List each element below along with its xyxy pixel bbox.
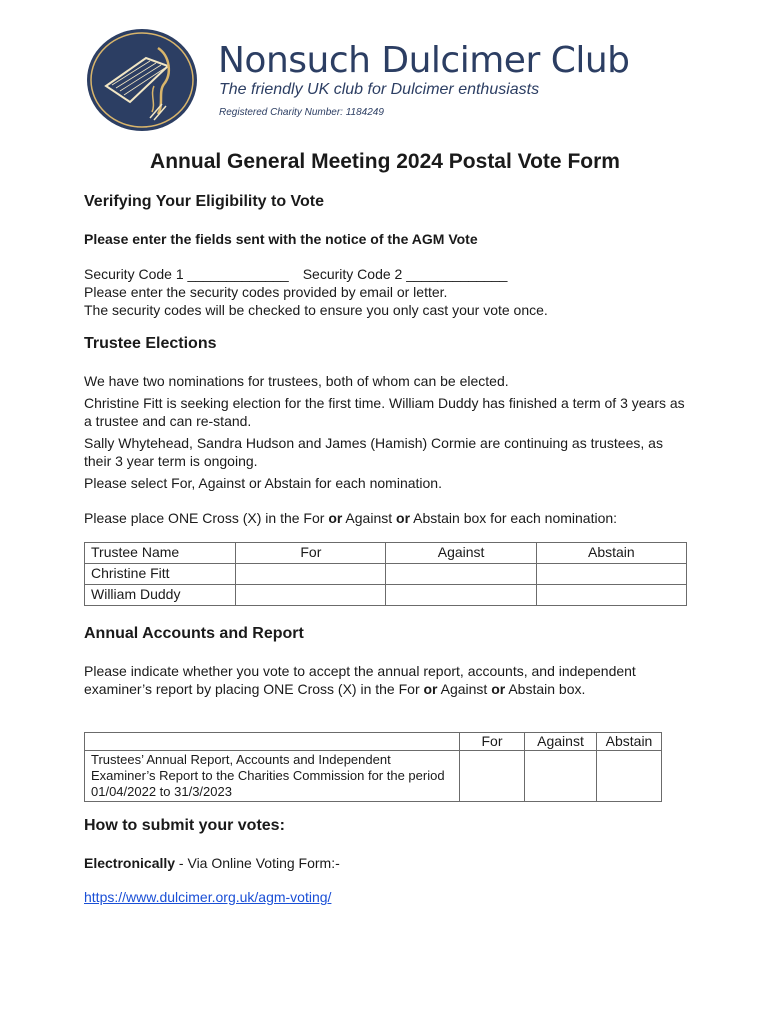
table-row [85, 751, 662, 802]
charity-number: Registered Charity Number: 1184249 [219, 107, 384, 118]
submit-method: Electronically - Via Online Voting Form:- [84, 855, 340, 871]
trustee-paragraph-3: Sally Whytehead, Sandra Hudson and James (Hamish) Cormie are continuing as trustees, as their 3 year term is ongoing. [84, 435, 663, 469]
table-header-cell: For [236, 543, 386, 564]
submit-heading: How to submit your votes: [84, 817, 285, 834]
eligibility-instruction: Please enter the fields sent with the notice of the AGM Vote [84, 231, 478, 247]
table-header-row [85, 733, 662, 751]
table-row [85, 564, 687, 585]
table-header-cell [85, 733, 460, 751]
vote-abstain-box[interactable] [536, 585, 686, 606]
online-voting-link[interactable]: https://www.dulcimer.org.uk/agm-voting/ [84, 889, 332, 905]
vote-against-box[interactable] [386, 585, 536, 606]
page-title: Annual General Meeting 2024 Postal Vote Form [150, 150, 620, 173]
table-header-cell: Against [525, 733, 597, 751]
security-code-1-field[interactable]: Security Code 1 _____________ [84, 266, 289, 282]
vote-for-box[interactable] [236, 564, 386, 585]
table-header-row [85, 543, 687, 564]
table-header-cell: Abstain [597, 733, 662, 751]
vote-abstain-box[interactable] [536, 564, 686, 585]
trustee-paragraph-4: Please select For, Against or Abstain for each nomination. [84, 475, 442, 491]
table-header-cell: Trustee Name [85, 543, 236, 564]
dulcimer-logo-icon [86, 28, 198, 132]
accounts-vote-table [84, 732, 662, 802]
security-codes-row [84, 266, 507, 282]
trustee-paragraph-1: We have two nominations for trustees, both of whom can be elected. [84, 373, 509, 389]
accounts-heading: Annual Accounts and Report [84, 625, 304, 642]
trustee-cross-instruction: Please place ONE Cross (X) in the For or Against or Abstain box for each nomination: [84, 510, 618, 526]
trustee-paragraph-2: Christine Fitt is seeking election for the first time. William Duddy has finished a term of 3 years as a trustee and can re-stand. [84, 395, 685, 429]
table-header-cell: Abstain [536, 543, 686, 564]
security-code-note-2: The security codes will be checked to ensure you only cast your vote once. [84, 302, 548, 318]
trustee-elections-heading: Trustee Elections [84, 335, 217, 352]
security-code-note-1: Please enter the security codes provided by email or letter. [84, 284, 448, 300]
table-header-cell: Against [386, 543, 536, 564]
accounts-instruction: Please indicate whether you vote to accept the annual report, accounts, and independent examiner’s report by placing ONE Cross (X) in the For or Against or Abstain box. [84, 663, 636, 697]
accounts-item-cell: Trustees’ Annual Report, Accounts and Independent Examiner’s Report to the Charities Commission for the period 01/04/2022 to 31/3/2023 [85, 751, 460, 802]
trustee-name-cell: William Duddy [85, 585, 236, 606]
table-header-cell: For [460, 733, 525, 751]
table-row [85, 585, 687, 606]
security-code-2-field[interactable]: Security Code 2 _____________ [302, 266, 508, 282]
vote-abstain-box[interactable] [597, 751, 662, 802]
trustee-name-cell: Christine Fitt [85, 564, 236, 585]
vote-for-box[interactable] [460, 751, 525, 802]
club-name: Nonsuch Dulcimer Club [218, 40, 630, 81]
vote-against-box[interactable] [525, 751, 597, 802]
club-logo [86, 28, 198, 132]
trustee-vote-table [84, 542, 687, 606]
club-tagline: The friendly UK club for Dulcimer enthusiasts [219, 81, 540, 98]
vote-for-box[interactable] [236, 585, 386, 606]
vote-against-box[interactable] [386, 564, 536, 585]
eligibility-heading: Verifying Your Eligibility to Vote [84, 193, 325, 210]
